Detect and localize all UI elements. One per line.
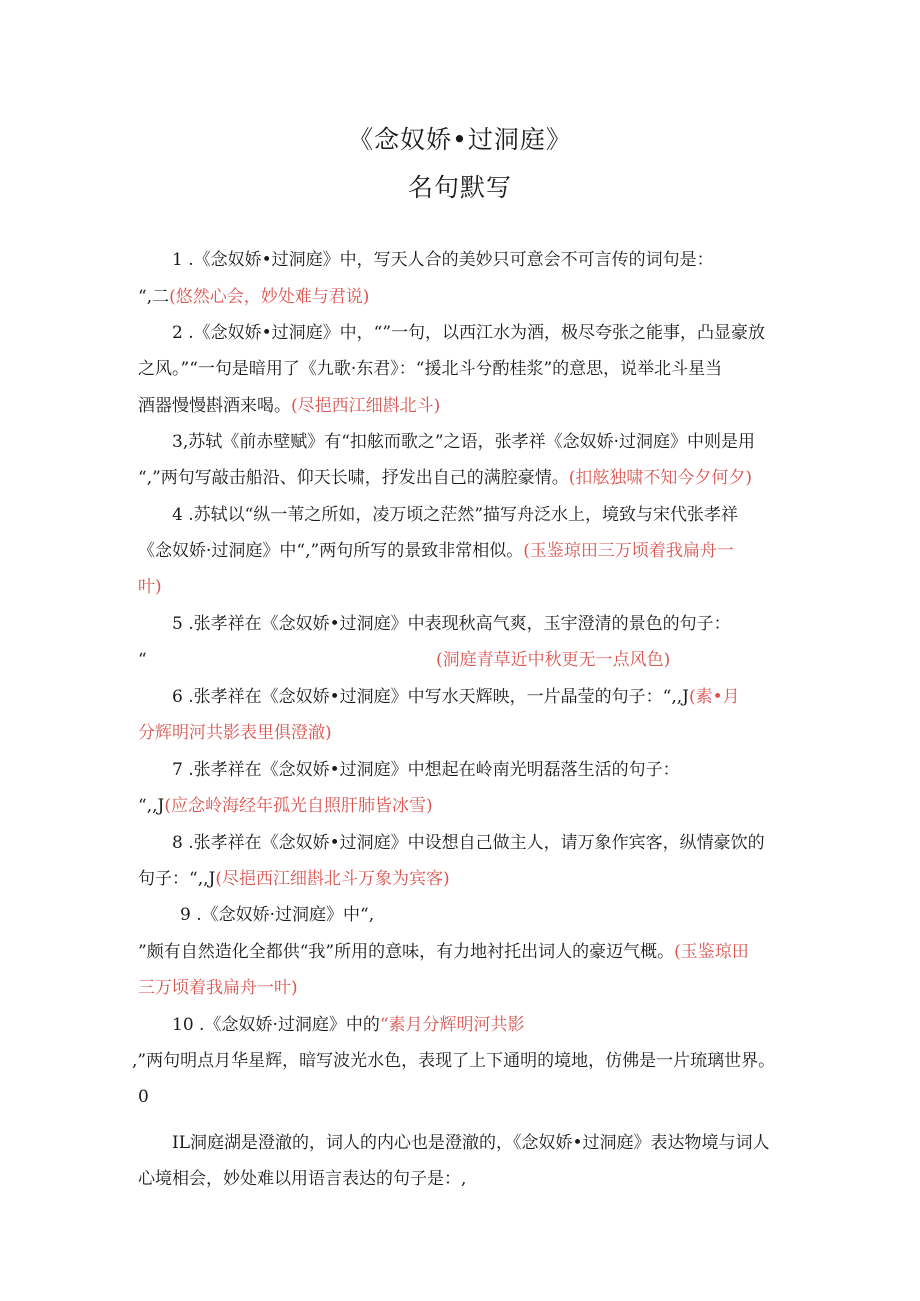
- answer-7: (应念岭海经年孤光自照肝肺皆冰雪): [164, 796, 433, 816]
- document-subtitle: 名句默写: [407, 173, 512, 202]
- question-9-line-3: [138, 977, 298, 999]
- question-10-line-3: 0: [138, 1087, 149, 1107]
- question-5-line-1: 5 .张孝祥在《念奴娇•过洞庭》中表现秋高气爽，玉宇澄清的景色的句子：: [172, 614, 731, 634]
- question-2-line-1: 2 .《念奴娇•过洞庭》中，“”一句，以西江水为酒，极尽夸张之能事，凸显豪放: [172, 323, 766, 343]
- answer-5: (洞庭青草近中秋更无一点风色): [436, 650, 671, 670]
- question-10-line-2: ,”两句明点月华星辉，暗写波光水色，表现了上下通明的境地，仿佛是一片琉璃世界。: [132, 1051, 776, 1071]
- question-6-line-2: [138, 722, 332, 744]
- question-10-line-1: 10 .《念奴娇·过洞庭》中的“素月分辉明河共影: [172, 1015, 525, 1035]
- question-9-line-2: ”颇有自然造化全都供“我”所用的意味，有力地衬托出词人的豪迈气概。(玉鉴琼田: [138, 942, 749, 962]
- question-1-line-1: 1 .《念奴娇•过洞庭》中，写天人合的美妙只可意会不可言传的词句是：: [172, 250, 714, 270]
- question-4-line-3: [138, 576, 162, 598]
- question-7-line-1: 7 .张孝祥在《念奴娇•过洞庭》中想起在岭南光明磊落生活的句子：: [172, 760, 680, 780]
- question-4-line-1: 4 .苏轼以“纵一苇之所如，凌万顷之茫然”描写舟泛水上，境致与宋代张孝祥: [172, 505, 739, 525]
- question-5-line-2: “ (洞庭青草近中秋更无一点风色): [138, 650, 671, 670]
- answer-3: (扣舷独啸不知今夕何夕): [568, 468, 753, 488]
- question-8-line-2: 句子：“,,J(尽挹西江细斟北斗万象为宾客): [138, 869, 450, 889]
- answer-6: (素•月: [688, 687, 740, 707]
- answer-9: (玉鉴琼田: [674, 942, 749, 962]
- question-1-line-2: “,二(悠然心会，妙处难与君说): [138, 287, 370, 307]
- answer-4: (玉鉴琼田三万顷着我扁舟一: [523, 541, 734, 561]
- question-11-line-2: 心境相会，妙处难以用语言表达的句子是：,: [138, 1169, 467, 1189]
- answer-6-continued: 分辉明河共影表里俱澄澈): [138, 723, 332, 743]
- answer-2: (尽挹西江细斟北斗): [291, 396, 441, 416]
- question-4-line-2: 《念奴娇·过洞庭》中“,”两句所写的景致非常相似。(玉鉴琼田三万顷着我扁舟一: [138, 541, 734, 561]
- answer-1: (悠然心会，妙处难与君说): [169, 287, 370, 307]
- question-11-line-1: IL洞庭湖是澄澈的，词人的内心也是澄澈的，《念奴娇•过洞庭》表达物境与词人: [172, 1133, 770, 1153]
- answer-4-continued: 叶): [138, 577, 162, 597]
- document-title: 《念奴娇•过洞庭》: [348, 125, 572, 154]
- question-9-line-1: 9 .《念奴娇·过洞庭》中“,: [180, 905, 375, 925]
- question-2-line-2: 之风。”“一句是暗用了《九歌·东君》：“援北斗兮酌桂浆”的意思，说举北斗星当: [138, 359, 723, 379]
- question-7-line-2: “,,J(应念岭海经年孤光自照肝肺皆冰雪): [138, 796, 433, 816]
- answer-10: “素月分辉明河共影: [379, 1015, 525, 1035]
- question-6-line-1: 6 .张孝祥在《念奴娇•过洞庭》中写水天辉映，一片晶莹的句子：“,,J(素•月: [172, 687, 740, 707]
- question-3-line-2: “,”两句写敲击船沿、仰天长啸，抒发出自己的满腔豪情。(扣舷独啸不知今夕何夕): [138, 468, 753, 488]
- answer-8: (尽挹西江细斟北斗万象为宾客): [215, 869, 450, 889]
- question-8-line-1: 8 .张孝祥在《念奴娇•过洞庭》中设想自己做主人，请万象作宾客，纵情豪饮的: [172, 833, 765, 853]
- answer-9-continued: 三万顷着我扁舟一叶): [138, 978, 298, 998]
- question-3-line-1: 3,苏轼《前赤壁赋》有“扣舷而歌之”之语，张孝祥《念奴娇·过洞庭》中则是用: [172, 432, 756, 452]
- question-2-line-3: 酒器慢慢斟酒来喝。(尽挹西江细斟北斗): [138, 396, 441, 416]
